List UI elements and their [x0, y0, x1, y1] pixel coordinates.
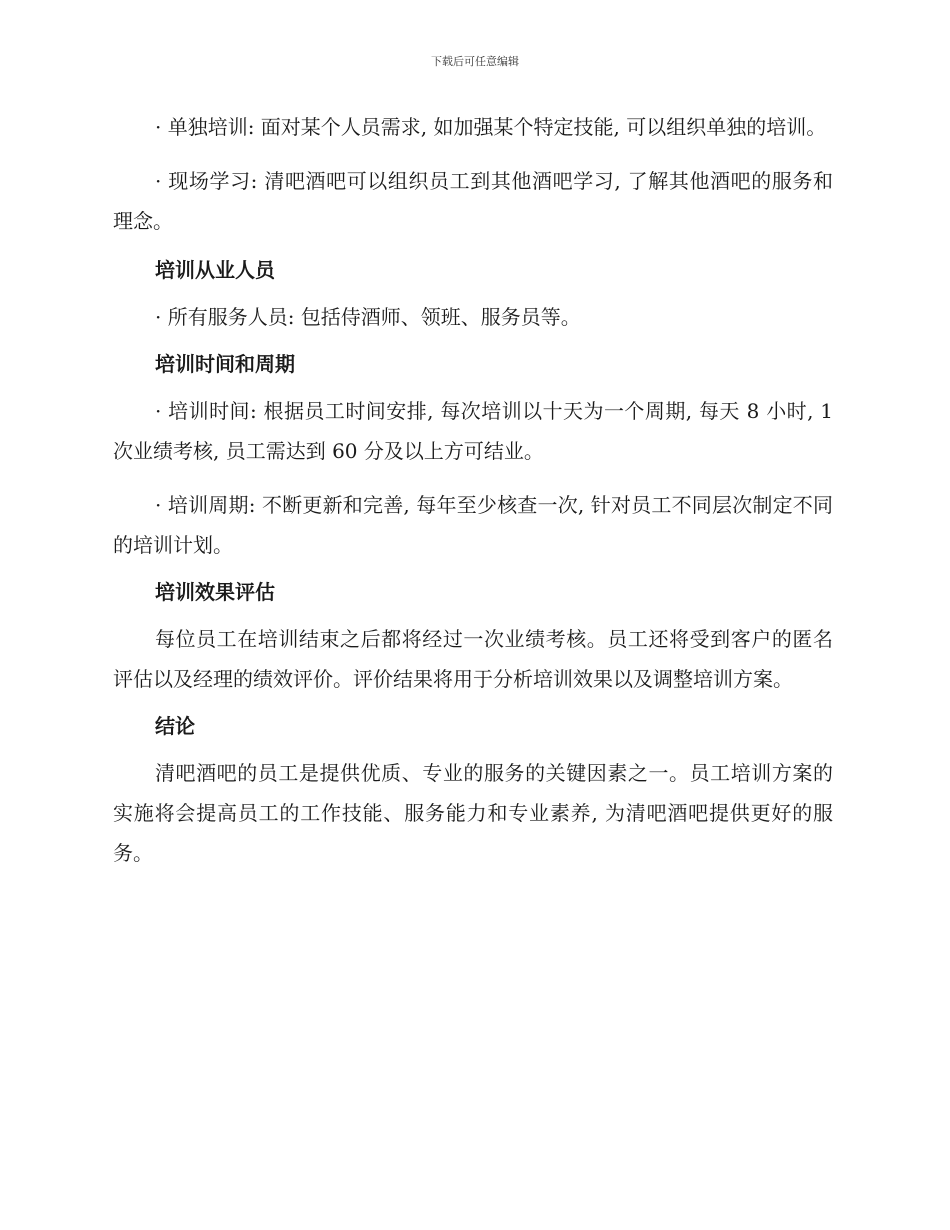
bullet-onsite-learning: · 现场学习: 清吧酒吧可以组织员工到其他酒吧学习, 了解其他酒吧的服务和理念。: [113, 169, 833, 233]
document-body: [113, 107, 833, 873]
bullet-individual-training: · 单独培训: 面对某个人员需求, 如加强某个特定技能, 可以组织单独的培训。: [155, 115, 827, 139]
bullet-training-time: · 培训时间: 根据员工时间安排, 每次培训以十天为一个周期, 每天 8 小时, 1 次业绩考核, 员工需达到 60 分及以上方可结业。: [113, 399, 833, 463]
heading-conclusion: 结论: [155, 714, 195, 738]
paragraph-evaluation: 每位员工在培训结束之后都将经过一次业绩考核。员工还将受到客户的匿名评估以及经理的绩效评价。评价结果将用于分析培训效果以及调整培训方案。: [113, 627, 833, 691]
bullet-training-cycle: · 培训周期: 不断更新和完善, 每年至少核查一次, 针对员工不同层次制定不同的培训计划。: [113, 493, 833, 557]
page-header: 下载后可任意编辑: [431, 55, 519, 68]
heading-training-evaluation: 培训效果评估: [155, 580, 275, 604]
heading-training-time-cycle: 培训时间和周期: [155, 352, 295, 376]
heading-training-staff: 培训从业人员: [155, 258, 275, 282]
bullet-all-service-staff: · 所有服务人员: 包括侍酒师、领班、服务员等。: [155, 305, 581, 329]
paragraph-conclusion: 清吧酒吧的员工是提供优质、专业的服务的关键因素之一。员工培训方案的实施将会提高员工的工作技能、服务能力和专业素养, 为清吧酒吧提供更好的服务。: [113, 761, 833, 865]
